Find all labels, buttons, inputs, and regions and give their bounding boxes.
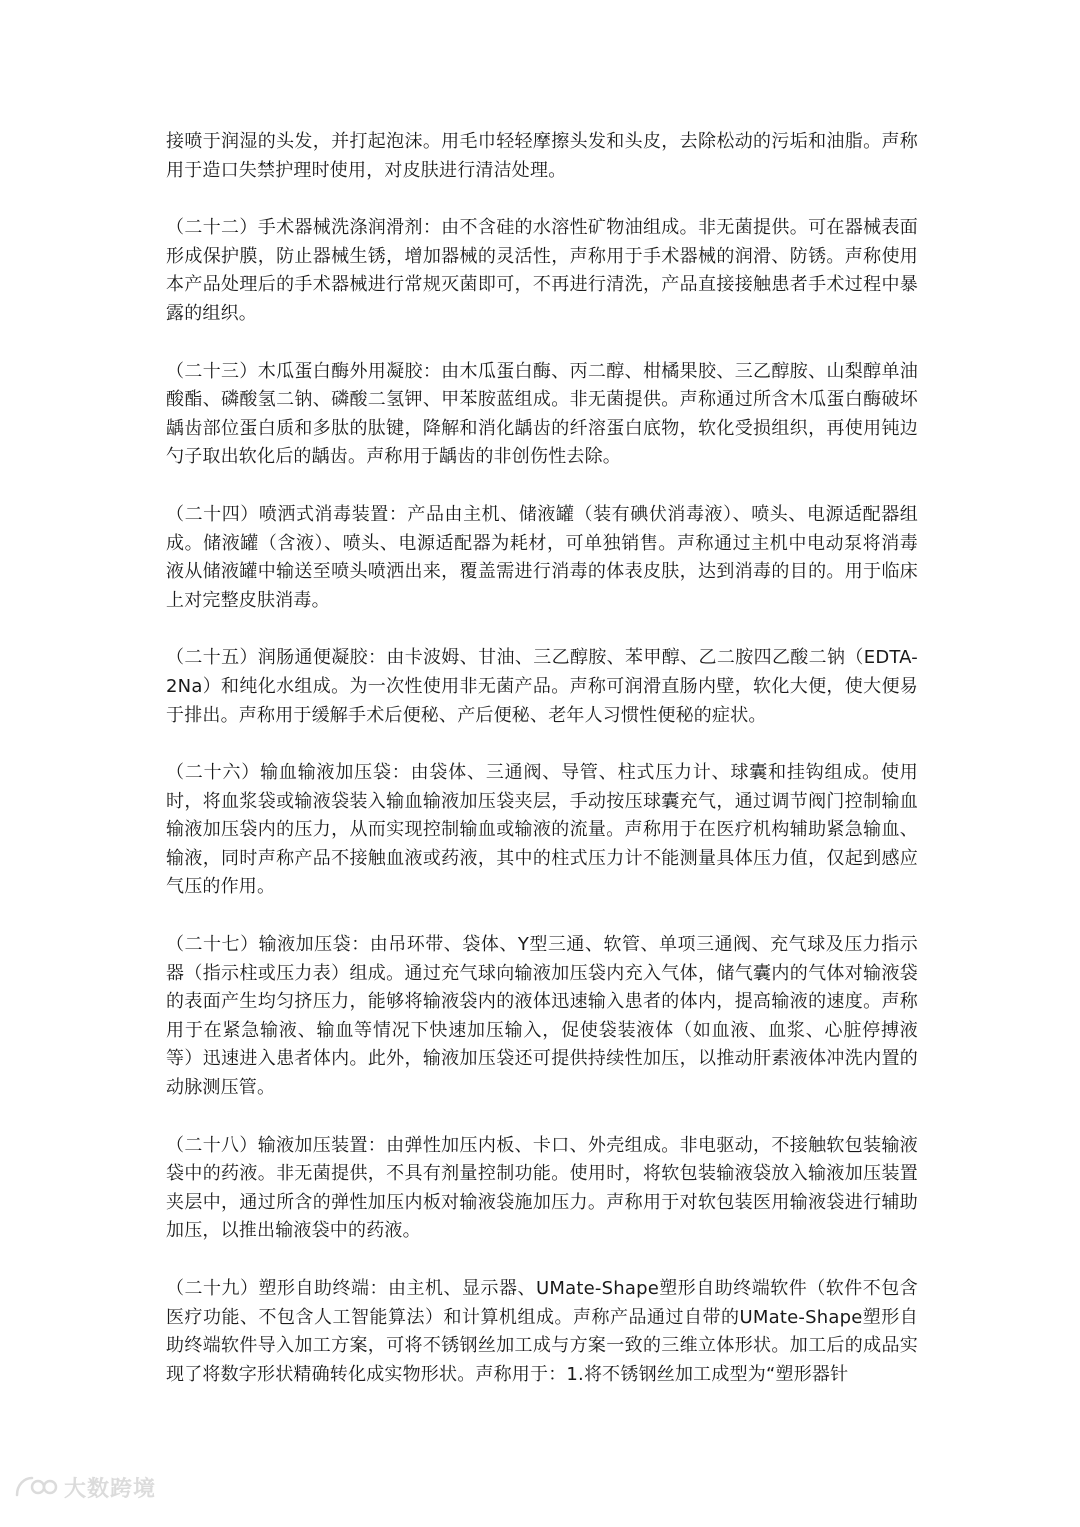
paragraph-item-24: （二十四）喷洒式消毒装置：产品由主机、储液罐（装有碘伏消毒液）、喷头、电源适配器组成。储液罐（含液）、喷头、电源适配器为耗材，可单独销售。声称通过主机中电动泵将消毒液从储液罐中输送至喷头喷洒出来，覆盖需进行消毒的体表皮肤，达到消毒的目的。用于临床上对完整皮肤消毒。	[166, 503, 918, 611]
watermark	[14, 1471, 156, 1503]
document-page	[166, 128, 918, 1418]
brand-logo-icon	[14, 1473, 58, 1501]
paragraph-item-28: （二十八）输液加压装置：由弹性加压内板、卡口、外壳组成。非电驱动，不接触软包装输液袋中的药液。非无菌提供，不具有剂量控制功能。使用时，将软包装输液袋放入输液加压装置夹层中，通过所含的弹性加压内板对输液袋施加压力。声称用于对软包装医用输液袋进行辅助加压，以推出输液袋中的药液。	[166, 1134, 918, 1242]
watermark-text: 大数跨境	[64, 1476, 157, 1502]
paragraph-item-25: （二十五）润肠通便凝胶：由卡波姆、甘油、三乙醇胺、苯甲醇、乙二胺四乙酸二钠（EDTA-2Na）和纯化水组成。为一次性使用非无菌产品。声称可润滑直肠内壁，软化大便，使大便易于排出。声称用于缓解手术后便秘、产后便秘、老年人习惯性便秘的症状。	[166, 647, 918, 726]
paragraph-item-26: （二十六）输血输液加压袋：由袋体、三通阀、导管、柱式压力计、球囊和挂钩组成。使用时，将血浆袋或输液袋装入输血输液加压袋夹层，手动按压球囊充气，通过调节阀门控制输血输液加压袋内的压力，从而实现控制输血或输液的流量。声称用于在医疗机构辅助紧急输血、输液，同时声称产品不接触血液或药液，其中的柱式压力计不能测量具体压力值，仅起到感应气压的作用。	[166, 762, 918, 898]
paragraph-item-22: （二十二）手术器械洗涤润滑剂：由不含硅的水溶性矿物油组成。非无菌提供。可在器械表面形成保护膜，防止器械生锈，增加器械的灵活性，声称用于手术器械的润滑、防锈。声称使用本产品处理后的手术器械进行常规灭菌即可，不再进行清洗，产品直接接触患者手术过程中暴露的组织。	[166, 217, 918, 324]
paragraph-item-23: （二十三）木瓜蛋白酶外用凝胶：由木瓜蛋白酶、丙二醇、柑橘果胶、三乙醇胺、山梨醇单油酸酯、磷酸氢二钠、磷酸二氢钾、甲苯胺蓝组成。非无菌提供。声称通过所含木瓜蛋白酶破坏龋齿部位蛋白质和多肽的肽键，降解和消化龋齿的纤溶蛋白底物，软化受损组织，再使用钝边勺子取出软化后的龋齿。声称用于龋齿的非创伤性去除。	[166, 360, 918, 468]
paragraph-item-27: （二十七）输液加压袋：由吊环带、袋体、Y型三通、软管、单项三通阀、充气球及压力指示器（指示柱或压力表）组成。通过充气球向输液加压袋内充入气体，储气囊内的气体对输液袋的表面产生均匀挤压力，能够将输液袋内的液体迅速输入患者的体内，提高输液的速度。声称用于在紧急输液、输血等情况下快速加压输入，促使袋装液体（如血液、血浆、心脏停搏液等）迅速进入患者体内。此外，输液加压袋还可提供持续性加压，以推动肝素液体冲洗内置的动脉测压管。	[166, 934, 918, 1099]
paragraph-continuation: 接喷于润湿的头发，并打起泡沫。用毛巾轻轻摩擦头发和头皮，去除松动的污垢和油脂。声称用于造口失禁护理时使用，对皮肤进行清洁处理。	[166, 131, 918, 181]
paragraph-item-29: （二十九）塑形自助终端：由主机、显示器、UMate-Shape塑形自助终端软件（软件不包含医疗功能、不包含人工智能算法）和计算机组成。声称产品通过自带的UMate-Shape塑形自助终端软件导入加工方案，可将不锈钢丝加工成与方案一致的三维立体形状。加工后的成品实现了将数字形状精确转化成实物形状。声称用于：1.将不锈钢丝加工成型为“塑形器针	[166, 1278, 918, 1385]
